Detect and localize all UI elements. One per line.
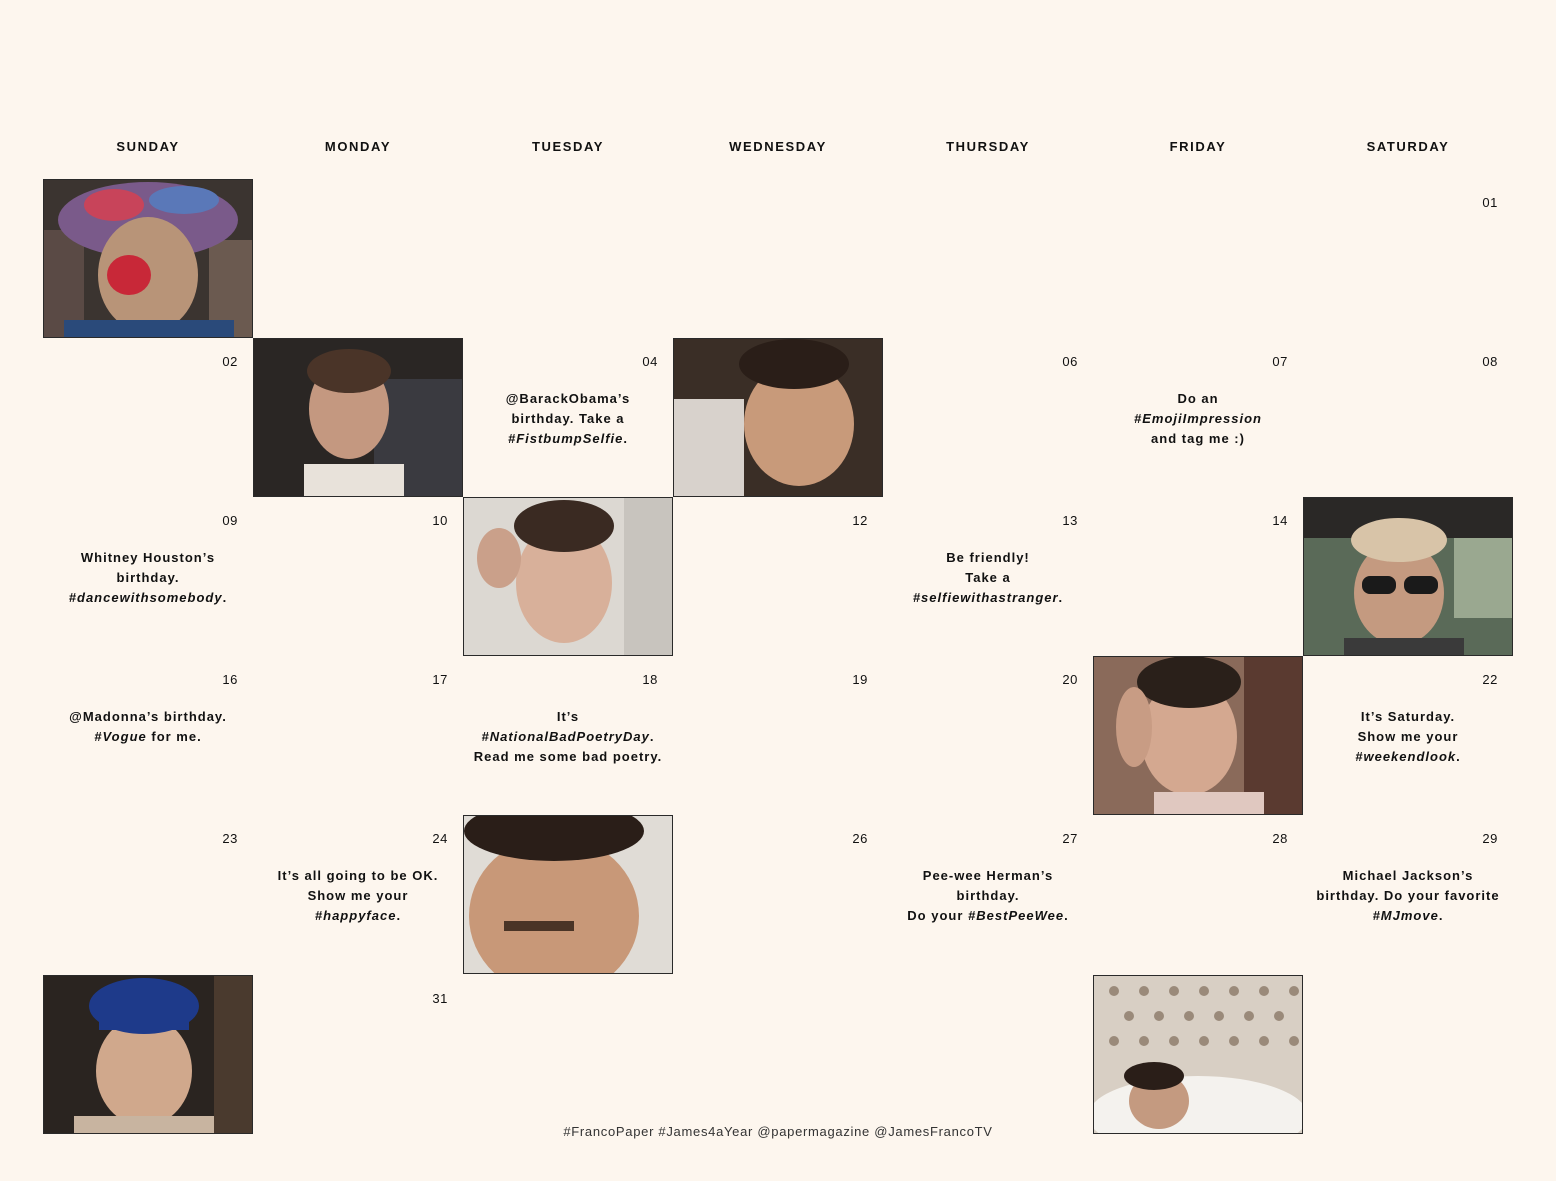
day-number: 28 <box>1272 831 1288 846</box>
day-number: 16 <box>222 672 238 687</box>
day-note: It’s Saturday. Show me your #weekendlook. <box>1355 709 1461 764</box>
day-number: 07 <box>1272 354 1288 369</box>
day-number: 10 <box>432 513 448 528</box>
day-cell-08[interactable] <box>1303 338 1513 497</box>
day-number: 18 <box>642 672 658 687</box>
day-cell-01[interactable] <box>1303 179 1513 338</box>
day-cell-13[interactable] <box>883 497 1093 656</box>
day-note: Do an #EmojiImpression and tag me :) <box>1134 391 1262 446</box>
day-cell-18[interactable] <box>463 656 673 815</box>
day-note: Michael Jackson’s birthday. Do your favorite #MJmove. <box>1316 868 1500 923</box>
day-number: 04 <box>642 354 658 369</box>
day-cell-12[interactable] <box>673 497 883 656</box>
day-cell-19[interactable] <box>673 656 883 815</box>
weekday-thursday: THURSDAY <box>946 139 1030 154</box>
day-number: 01 <box>1482 195 1498 210</box>
day-cell-14[interactable] <box>1093 497 1303 656</box>
day-number: 19 <box>852 672 868 687</box>
day-number: 24 <box>432 831 448 846</box>
day-number: 23 <box>222 831 238 846</box>
day-number: 20 <box>1062 672 1078 687</box>
day-number: 13 <box>1062 513 1078 528</box>
day-number: 09 <box>222 513 238 528</box>
day-number: 06 <box>1062 354 1078 369</box>
day-number: 08 <box>1482 354 1498 369</box>
day-number: 14 <box>1272 513 1288 528</box>
day-note: @Madonna’s birthday. #Vogue for me. <box>69 709 227 744</box>
footer-hashtags: #FrancoPaper #James4aYear @papermagazine @JamesFrancoTV <box>563 1124 993 1139</box>
day-cell-27[interactable] <box>883 815 1093 974</box>
weekday-sunday: SUNDAY <box>116 139 180 154</box>
photo-selfie-in-bed <box>1093 975 1303 1134</box>
day-note: It’s all going to be OK. Show me your #happyface. <box>277 868 439 923</box>
day-cell-06[interactable] <box>883 338 1093 497</box>
day-note: @BarackObama’s birthday. Take a #FistbumpSelfie. <box>505 391 631 446</box>
day-note: Be friendly! Take a #selfiewithastranger. <box>912 550 1064 605</box>
day-number: 22 <box>1482 672 1498 687</box>
day-number: 02 <box>222 354 238 369</box>
day-cell-10[interactable] <box>253 497 463 656</box>
weekday-tuesday: TUESDAY <box>531 139 605 154</box>
day-number: 29 <box>1482 831 1498 846</box>
weekday-friday: FRIDAY <box>1169 139 1227 154</box>
day-cell-20[interactable] <box>883 656 1093 815</box>
day-number: 31 <box>432 991 448 1006</box>
day-number: 17 <box>432 672 448 687</box>
photo-selfie-close-up <box>463 815 673 974</box>
photo-selfie-headphones-car <box>253 338 463 497</box>
day-cell-22[interactable] <box>1303 656 1513 815</box>
day-cell-23[interactable] <box>43 815 253 974</box>
day-number: 27 <box>1062 831 1078 846</box>
day-cell-29[interactable] <box>1303 815 1513 974</box>
day-note: Whitney Houston’s birthday. #dancewithsomebody. <box>68 550 228 605</box>
day-cell-17[interactable] <box>253 656 463 815</box>
weekday-monday: MONDAY <box>324 139 392 154</box>
day-cell-02[interactable] <box>43 338 253 497</box>
day-number: 12 <box>852 513 868 528</box>
photo-selfie-hand-behind-head <box>1093 656 1303 815</box>
day-cell-31[interactable] <box>253 975 463 1134</box>
day-cell-26[interactable] <box>673 815 883 974</box>
day-cell-16[interactable] <box>43 656 253 815</box>
photo-selfie-usa-cap <box>43 975 253 1134</box>
day-number: 26 <box>852 831 868 846</box>
photo-selfie-painted-face <box>43 179 253 338</box>
weekday-saturday: SATURDAY <box>1366 139 1450 154</box>
day-cell-07[interactable] <box>1093 338 1303 497</box>
photo-selfie-cap-sunglasses <box>1303 497 1513 656</box>
photo-selfie-hand-on-head <box>463 497 673 656</box>
day-cell-09[interactable] <box>43 497 253 656</box>
day-cell-28[interactable] <box>1093 815 1303 974</box>
day-cell-24[interactable] <box>253 815 463 974</box>
weekday-wednesday: WEDNESDAY <box>729 139 827 154</box>
day-note: Pee-wee Herman’s birthday. Do your #BestPeeWee. <box>907 868 1069 923</box>
day-note: It’s #NationalBadPoetryDay. Read me some bad poetry. <box>473 709 663 764</box>
photo-selfie-lying-pillow <box>673 338 883 497</box>
day-cell-04[interactable] <box>463 338 673 497</box>
